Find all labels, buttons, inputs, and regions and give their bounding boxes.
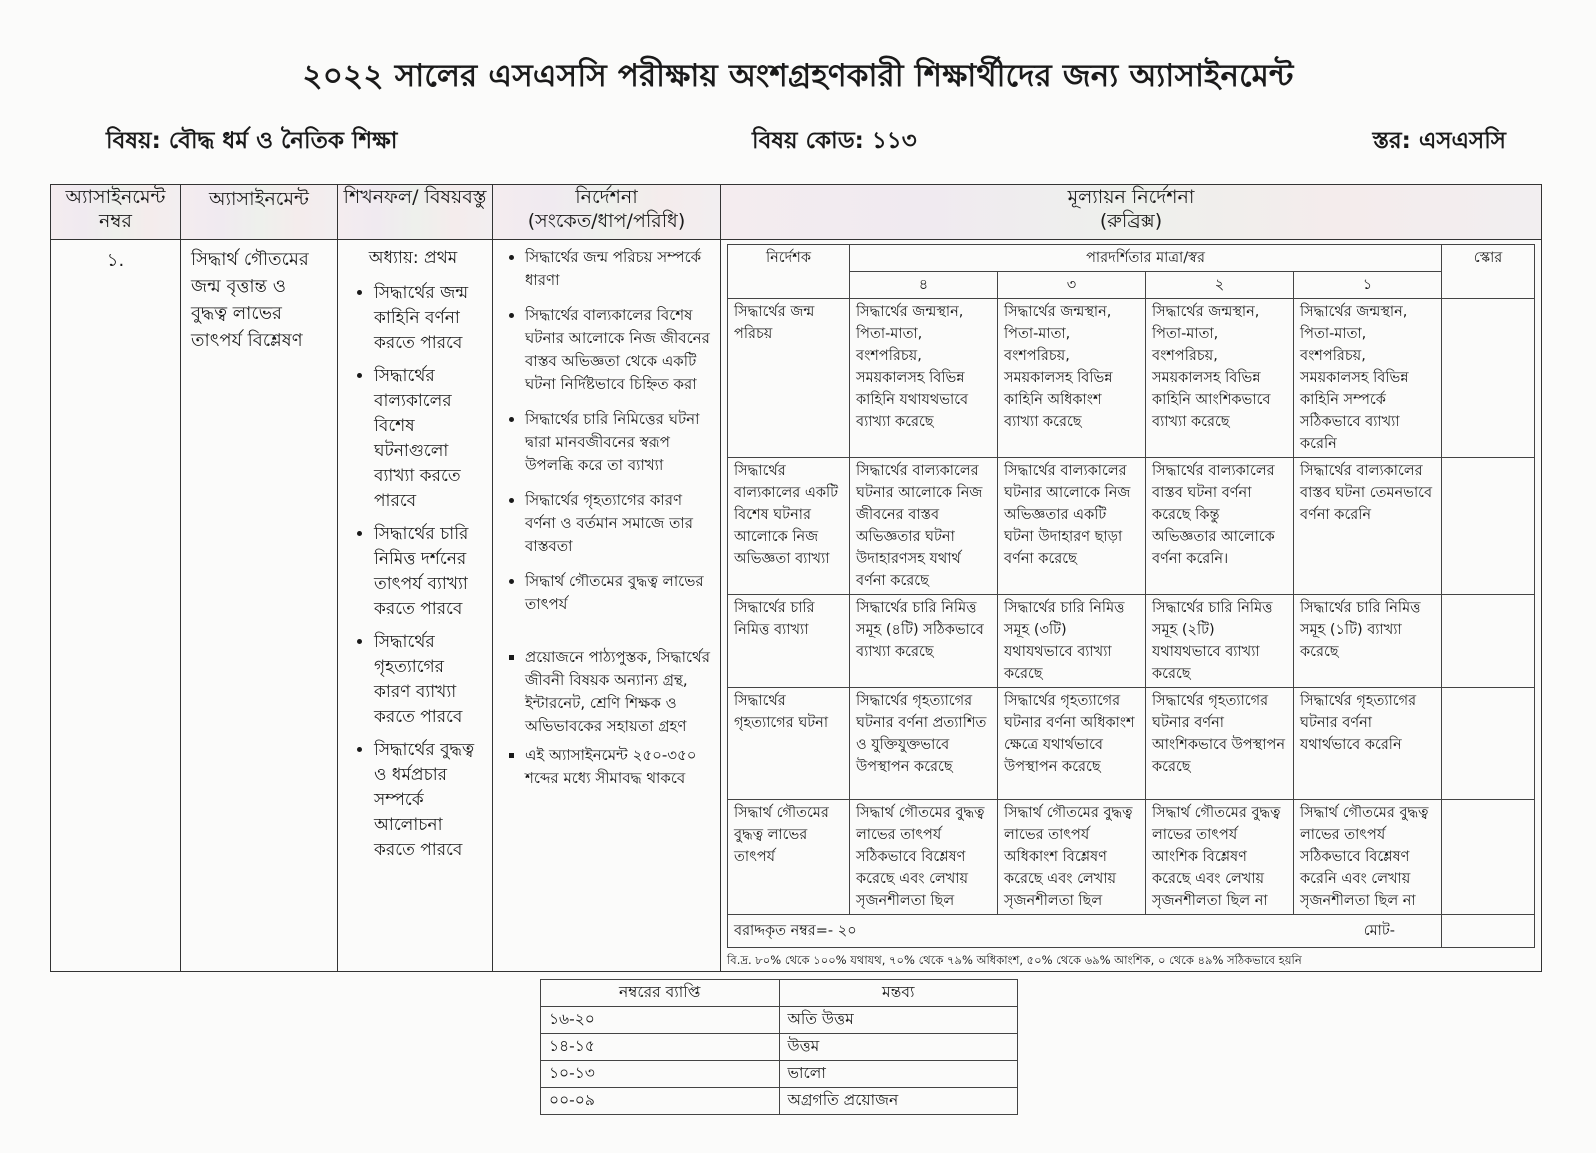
- rubric-cell: সিদ্ধার্থের বাল্যকালের ঘটনার আলোকে নিজ অভিজ্ঞতার একটি ঘটনা উদাহারণ ছাড়া বর্ণনা করেছে: [998, 458, 1146, 595]
- page-title: ২০২২ সালের এসএসসি পরীক্ষায় অংশগ্রহণকারী শিক্ষার্থীদের জন্য অ্যাসাইনমেন্ট: [302, 58, 1294, 94]
- rubric-cell: সিদ্ধার্থের বাল্যকালের ঘটনার আলোকে নিজ জীবনের বাস্তব অভিজ্ঞতার ঘটনা উদাহারণসহ যথার্থ বর্ণনা করেছে: [850, 458, 998, 595]
- outcome-item: • সিদ্ধার্থের জন্ম কাহিনি বর্ণনা করতে পারবে: [374, 281, 482, 356]
- rubric-cell: সিদ্ধার্থের চারি নিমিত্ত সমূহ (৩টি) যথাযথভাবে ব্যাখ্যা করেছে: [998, 595, 1146, 688]
- score-header: স্কোর: [1442, 245, 1535, 299]
- rubric-row: [728, 595, 1535, 688]
- rubric-cell: সিদ্ধার্থের গৃহত্যাগের ঘটনার বর্ণনা যথার্থভাবে করেনি: [1294, 688, 1442, 800]
- range-header: নম্বরের ব্যাপ্তি: [541, 980, 780, 1007]
- score-cell[interactable]: [1442, 800, 1535, 915]
- range-remark: ভালো: [779, 1061, 1018, 1088]
- total-label: মোট-: [1363, 923, 1396, 939]
- rubric-cell: সিদ্ধার্থ গৌতমের বুদ্ধত্ব লাভের তাৎপর্য অধিকাংশ বিশ্লেষণ করেছে এবং লেখায় সৃজনশীলতা ছিল: [998, 800, 1146, 915]
- rubric-cell: সিদ্ধার্থের গৃহত্যাগের ঘটনার বর্ণনা অধিকাংশ ক্ষেত্রে যথার্থভাবে উপস্থাপন করেছে: [998, 688, 1146, 800]
- score-cell[interactable]: [1442, 595, 1535, 688]
- guidance-notes: [501, 646, 712, 790]
- range-row: [541, 1034, 1018, 1061]
- range-value: ০০-০৯: [541, 1088, 780, 1115]
- level-4: ৪: [850, 272, 998, 299]
- score-cell[interactable]: [1442, 458, 1535, 595]
- assignment-topic: সিদ্ধার্থ গৌতমের জন্ম বৃত্তান্ত ও বুদ্ধত্ব লাভের তাৎপর্য বিশ্লেষণ: [181, 240, 338, 972]
- rubric-note: বি.দ্র. ৮০% থেকে ১০০% যথাযথ, ৭০% থেকে ৭৯% অধিকাংশ, ৫০% থেকে ৬৯% আংশিক, ০ থেকে ৪৯% সঠিকভাবে হয়নি: [727, 953, 1302, 967]
- score-cell[interactable]: [1442, 688, 1535, 800]
- rubric-cell: সিদ্ধার্থের চারি নিমিত্ত সমূহ (৪টি) সঠিকভাবে ব্যাখ্যা করেছে: [850, 595, 998, 688]
- col-guidance-sub: (সংকেত/ধাপ/পরিধি): [527, 210, 686, 232]
- assignment-table: [50, 184, 1542, 972]
- rubric-cell: সিদ্ধার্থের গৃহত্যাগের ঘটনার বর্ণনা আংশিকভাবে উপস্থাপন করেছে: [1146, 688, 1294, 800]
- guidance-point: • সিদ্ধার্থের বাল্যকালের বিশেষ ঘটনার আলোকে নিজ জীবনের বাস্তব অভিজ্ঞতা থেকে একটি ঘটনা নির্দিষ্টভাবে চিহ্নিত করা: [525, 304, 712, 396]
- range-value: ১০-১৩: [541, 1061, 780, 1088]
- range-row: [541, 1088, 1018, 1115]
- rubric-row: [728, 800, 1535, 915]
- outcome-list: [344, 281, 482, 863]
- guidance: [493, 240, 721, 972]
- subject-label: বিষয়: বৌদ্ধ ধর্ম ও নৈতিক শিক্ষা: [106, 128, 398, 154]
- learning-outcomes: [338, 240, 493, 972]
- rubric-indicator: সিদ্ধার্থের বাল্যকালের একটি বিশেষ ঘটনার আলোকে নিজ অভিজ্ঞতা ব্যাখ্যা: [728, 458, 850, 595]
- rubric-cell: সিদ্ধার্থ গৌতমের বুদ্ধত্ব লাভের তাৎপর্য সঠিকভাবে বিশ্লেষণ করেনি এবং লেখায় সৃজনশীলতা ছিল না: [1294, 800, 1442, 915]
- rubric-row: [728, 688, 1535, 800]
- header-row: [51, 185, 1542, 240]
- range-remark: অগ্রগতি প্রয়োজন: [779, 1088, 1018, 1115]
- range-row: [541, 1061, 1018, 1088]
- rubric-indicator: সিদ্ধার্থের গৃহত্যাগের ঘটনা: [728, 688, 850, 800]
- rubric-cell: সিদ্ধার্থের চারি নিমিত্ত সমূহ (২টি) যথাযথভাবে ব্যাখ্যা করেছে: [1146, 595, 1294, 688]
- rubric-cell: সিদ্ধার্থের চারি নিমিত্ত সমূহ (১টি) ব্যাখ্যা করেছে: [1294, 595, 1442, 688]
- allotted-marks: বরাদ্দকৃত নম্বর=- ২০: [734, 923, 857, 939]
- rubric-row: [728, 458, 1535, 595]
- table-row: [51, 240, 1542, 972]
- rubric-indicator: সিদ্ধার্থের জন্ম পরিচয়: [728, 299, 850, 458]
- level-2: ২: [1146, 272, 1294, 299]
- rubric-cell: সিদ্ধার্থের বাল্যকালের বাস্তব ঘটনা তেমনভাবে বর্ণনা করেনি: [1294, 458, 1442, 595]
- guidance-note: ▪ এই অ্যাসাইনমেন্ট ২৫০-৩৫০ শব্দের মধ্যে সীমাবদ্ধ থাকবে: [525, 744, 712, 790]
- rubric-cell: সিদ্ধার্থ গৌতমের বুদ্ধত্ব লাভের তাৎপর্য আংশিক বিশ্লেষণ করেছে এবং লেখায় সৃজনশীলতা ছিল না: [1146, 800, 1294, 915]
- rubric-header-row: [728, 245, 1535, 272]
- range-value: ১৪-১৫: [541, 1034, 780, 1061]
- guidance-point: • সিদ্ধার্থের গৃহত্যাগের কারণ বর্ণনা ও বর্তমান সমাজে তার বাস্তবতা: [525, 489, 712, 558]
- guidance-point: • সিদ্ধার্থের চারি নিমিত্তের ঘটনা দ্বারা মানবজীবনের স্বরূপ উপলব্ধি করে তা ব্যাখ্যা: [525, 408, 712, 477]
- rubric-footer-row: [728, 915, 1535, 948]
- outcome-item: • সিদ্ধার্থের চারি নিমিত্ত দর্শনের তাৎপর্য ব্যাখ্যা করতে পারবে: [374, 522, 482, 622]
- score-cell[interactable]: [1442, 299, 1535, 458]
- rubric-cell: সিদ্ধার্থের জন্মস্থান, পিতা-মাতা, বংশপরিচয়, সময়কালসহ বিভিন্ন কাহিনি আংশিকভাবে ব্যাখ্যা করেছে: [1146, 299, 1294, 458]
- range-row: [541, 1007, 1018, 1034]
- rubric-row: [728, 299, 1535, 458]
- range-header-row: [541, 980, 1018, 1007]
- level-1: ১: [1294, 272, 1442, 299]
- outcome-item: • সিদ্ধার্থের বাল্যকালের বিশেষ ঘটনাগুলো ব্যাখ্যা করতে পারবে: [374, 364, 482, 514]
- rubric-indicator: সিদ্ধার্থের চারি নিমিত্ত ব্যাখ্যা: [728, 595, 850, 688]
- allotted-total: [728, 915, 1442, 948]
- col-assignment-no: অ্যাসাইনমেন্ট নম্বর: [51, 185, 181, 240]
- subject-code: বিষয় কোড: ১১৩: [752, 128, 917, 154]
- rubric-cell: সিদ্ধার্থের গৃহত্যাগের ঘটনার বর্ণনা প্রত্যাশিত ও যুক্তিযুক্তভাবে উপস্থাপন করেছে: [850, 688, 998, 800]
- rubric-cell: সিদ্ধার্থ গৌতমের বুদ্ধত্ব লাভের তাৎপর্য সঠিকভাবে বিশ্লেষণ করেছে এবং লেখায় সৃজনশীলতা ছিল: [850, 800, 998, 915]
- remark-header: মন্তব্য: [779, 980, 1018, 1007]
- rubric-cell: সিদ্ধার্থের জন্মস্থান, পিতা-মাতা, বংশপরিচয়, সময়কালসহ বিভিন্ন কাহিনি অধিকাংশ ব্যাখ্যা করেছে: [998, 299, 1146, 458]
- guidance-point: • সিদ্ধার্থ গৌতমের বুদ্ধত্ব লাভের তাৎপর্য: [525, 570, 712, 616]
- guidance-point: • সিদ্ধার্থের জন্ম পরিচয় সম্পর্কে ধারণা: [525, 246, 712, 292]
- col-evaluation-sub: (রুব্রিক্স): [1099, 210, 1163, 232]
- rubric-levels-row: [728, 272, 1535, 299]
- total-score-cell[interactable]: [1442, 915, 1535, 948]
- col-outcomes: শিখনফল/ বিষয়বস্তু: [338, 185, 493, 240]
- score-range-table: [540, 979, 1018, 1115]
- rubric-table: [727, 244, 1535, 948]
- outcome-item: • সিদ্ধার্থের গৃহত্যাগের কারণ ব্যাখ্যা করতে পারবে: [374, 630, 482, 730]
- col-evaluation-title: মূল্যায়ন নির্দেশনা: [1067, 186, 1195, 208]
- rubric-cell: সিদ্ধার্থের বাল্যকালের বাস্তব ঘটনা বর্ণনা করেছে কিন্তু অভিজ্ঞতার আলোকে বর্ণনা করেনি।: [1146, 458, 1294, 595]
- guidance-note: ▪ প্রয়োজনে পাঠ্যপুস্তক, সিদ্ধার্থের জীবনী বিষয়ক অন্যান্য গ্রন্থ, ইন্টারনেট, শ্রেণি শিক্ষক ও অভিভাবকের সহায়তা গ্রহণ: [525, 646, 712, 738]
- col-guidance: [493, 185, 721, 240]
- col-assignment: অ্যাসাইনমেন্ট: [181, 185, 338, 240]
- chapter-label: অধ্যায়: প্রথম: [368, 248, 458, 268]
- range-remark: উত্তম: [779, 1034, 1018, 1061]
- rubric-cell: সিদ্ধার্থের জন্মস্থান, পিতা-মাতা, বংশপরিচয়, সময়কালসহ বিভিন্ন কাহিনি যথাযথভাবে ব্যাখ্যা করেছে: [850, 299, 998, 458]
- outcome-item: • সিদ্ধার্থের বুদ্ধত্ব ও ধর্মপ্রচার সম্পর্কে আলোচনা করতে পারবে: [374, 738, 482, 863]
- level-label: স্তর: এসএসসি: [1372, 128, 1506, 154]
- indicator-header: নির্দেশক: [728, 245, 850, 299]
- guidance-points: [501, 246, 712, 616]
- evaluation-rubric: [721, 240, 1542, 972]
- range-value: ১৬-২০: [541, 1007, 780, 1034]
- level-3: ৩: [998, 272, 1146, 299]
- level-header: পারদর্শিতার মাত্রা/স্বর: [850, 245, 1442, 272]
- rubric-cell: সিদ্ধার্থের জন্মস্থান, পিতা-মাতা, বংশপরিচয়, সময়কালসহ বিভিন্ন কাহিনি সম্পর্কে সঠিকভাবে ব্যাখ্যা করেনি: [1294, 299, 1442, 458]
- range-remark: অতি উত্তম: [779, 1007, 1018, 1034]
- col-guidance-title: নির্দেশনা: [575, 186, 638, 208]
- assignment-number: ১.: [51, 240, 181, 972]
- col-evaluation: [721, 185, 1542, 240]
- rubric-indicator: সিদ্ধার্থ গৌতমের বুদ্ধত্ব লাভের তাৎপর্য: [728, 800, 850, 915]
